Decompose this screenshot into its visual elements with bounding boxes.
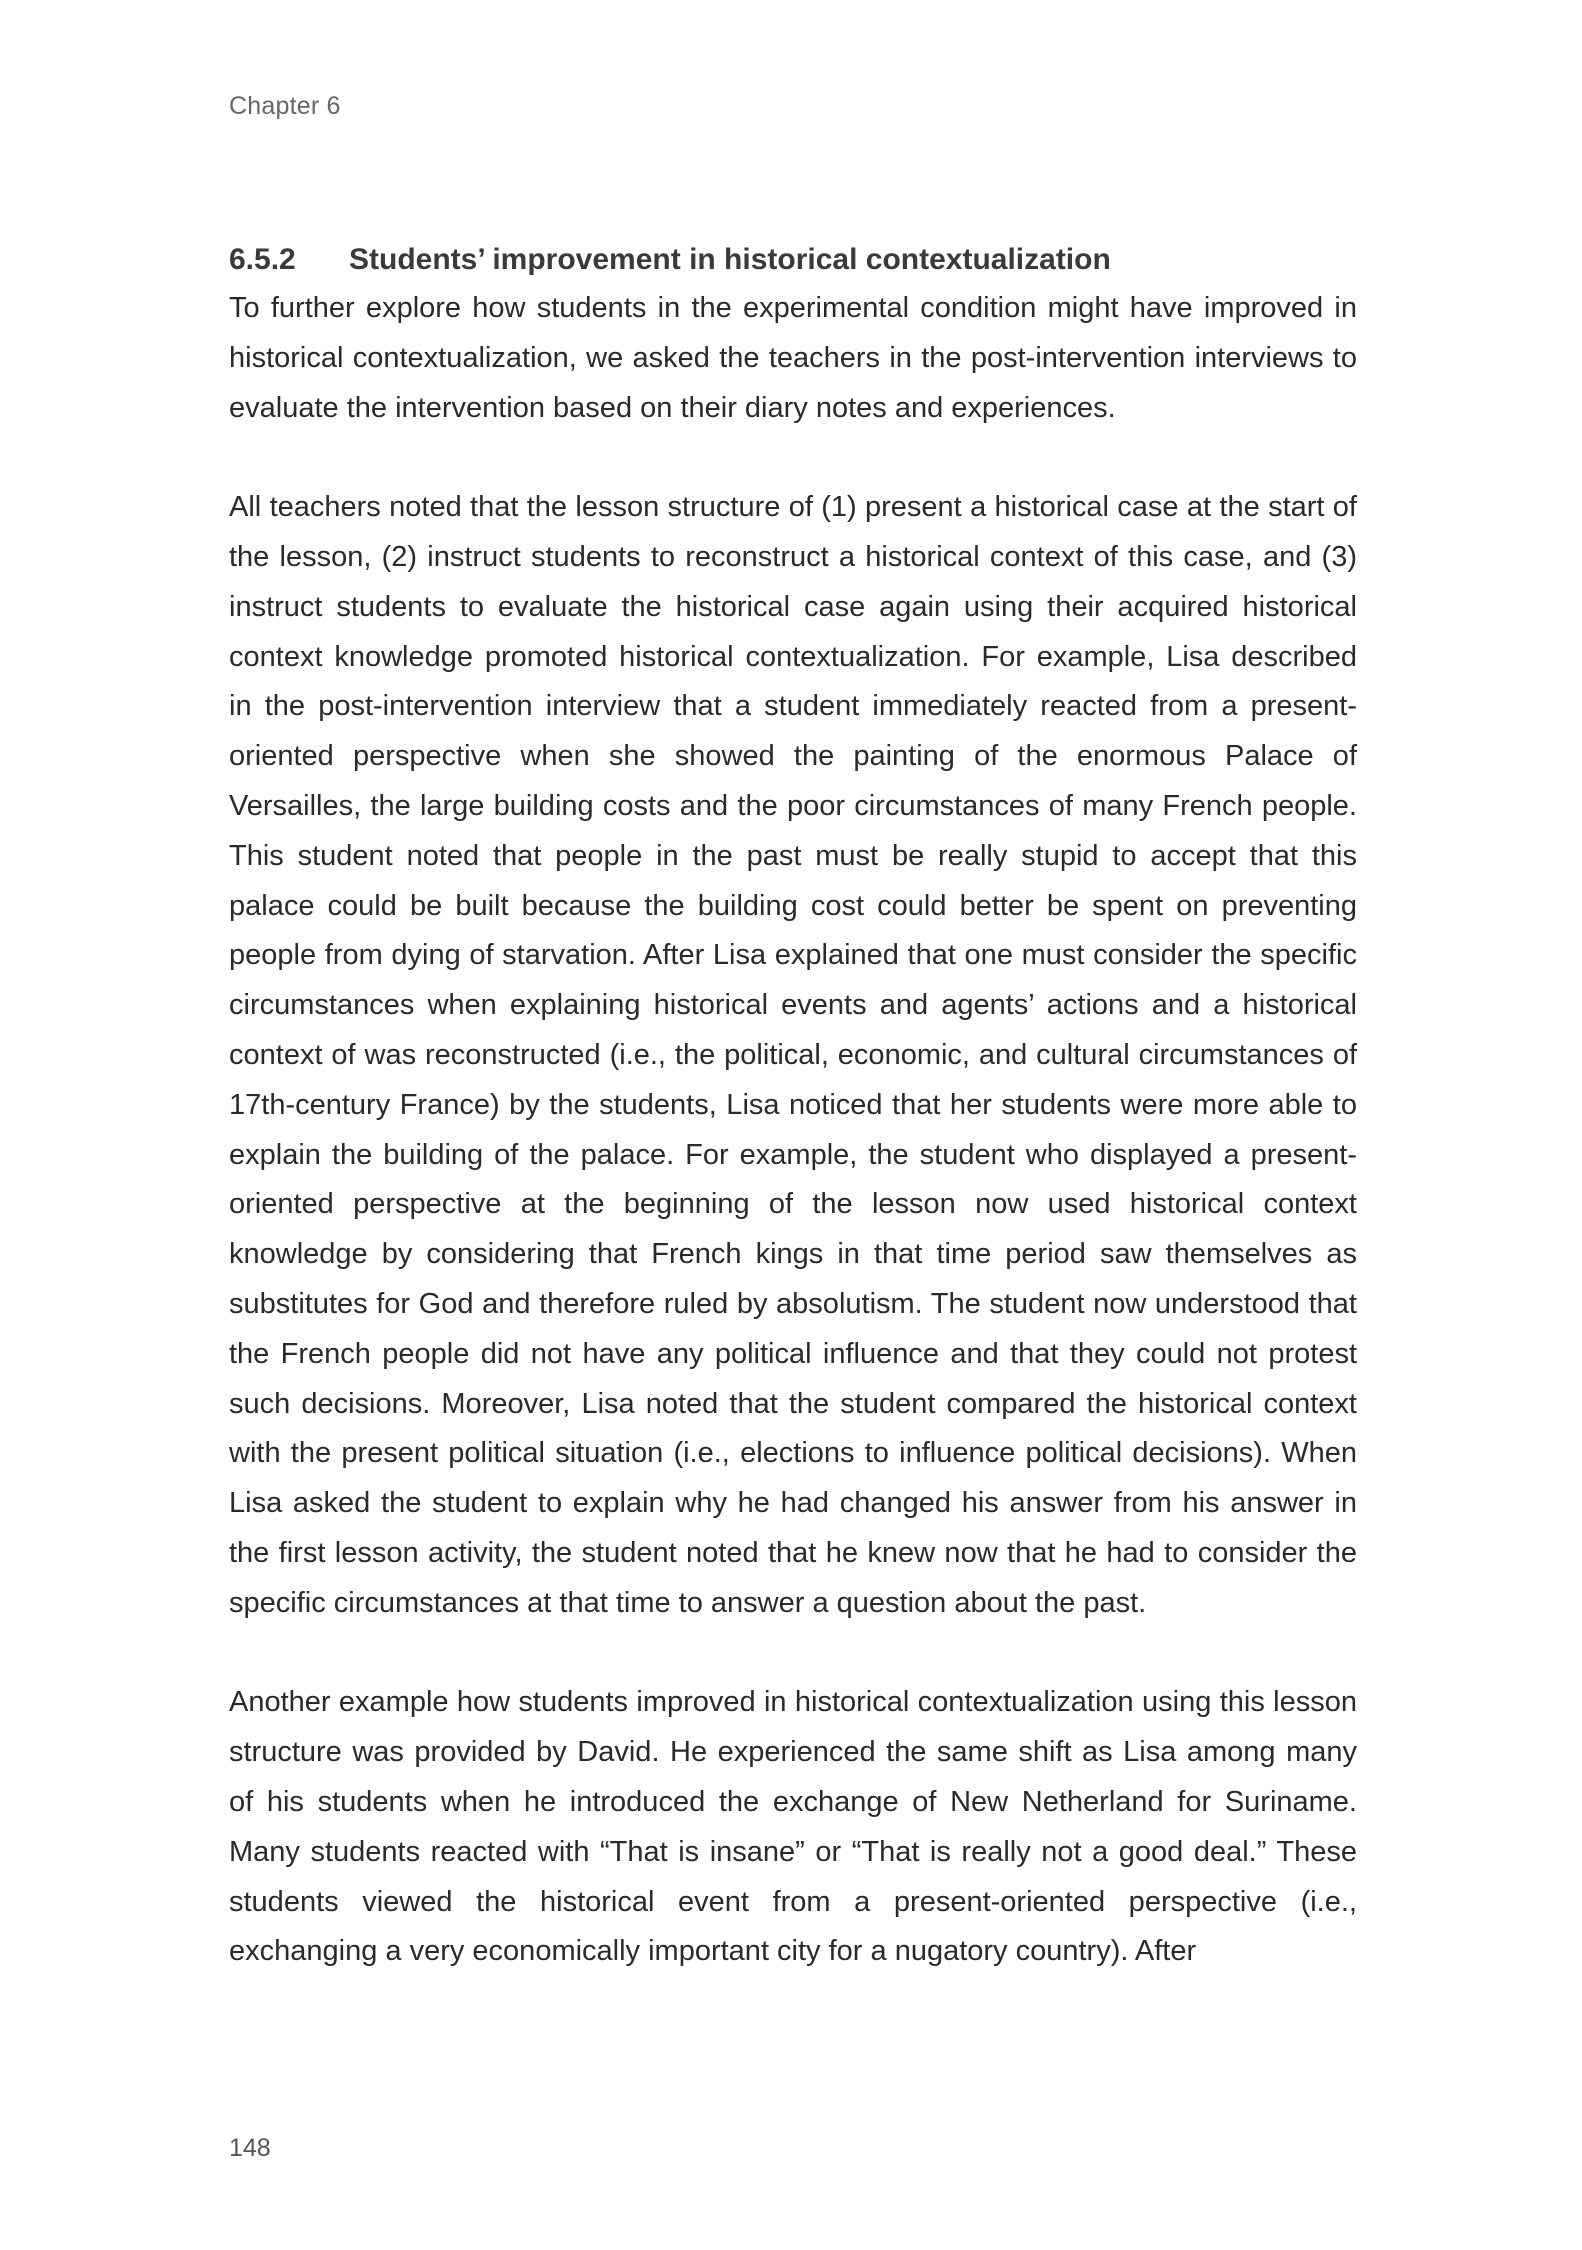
page-number: 148 [229,2134,271,2162]
section-number: 6.5.2 [229,243,296,276]
paragraph-david-example: Another example how students improved in historical contextualization using this lesson structure was provided by David. He experienced the same shift as Lisa among many of his students when he introduced the exchange of New Netherland for Suriname. Many students reacted with “That is insane” or “That is really not a good deal.” These students viewed the historical event from a present-oriented perspective (i.e., exchanging a very economically important city for a nugatory country). After [229,1686,1357,1968]
section-heading [229,236,1357,284]
section-title: Students’ improvement in historical contextualization [349,243,1111,276]
running-header: Chapter 6 [229,92,341,120]
paragraph-lisa-example: All teachers noted that the lesson structure of (1) present a historical case at the start of the lesson, (2) instruct students to reconstruct a historical context of this case, and (3) instruct students to evaluate the historical case again using their acquired historical context knowledge promoted historical contextualization. For example, Lisa described in the post-intervention interview that a student immediately reacted from a present-oriented perspective when she showed the painting of the enormous Palace of Versailles, the large building costs and the poor circumstances of many French people. This student noted that people in the past must be really stupid to accept that this palace could be built because the building cost could better be spent on preventing people from dying of starvation. After Lisa explained that one must consider the specific circumstances when explaining historical events and agents’ actions and a historical context of was reconstructed (i.e., the political, economic, and cultural circumstances of 17th-century France) by the students, Lisa noticed that her students were more able to explain the building of the palace. For example, the student who displayed a present-oriented perspective at the beginning of the lesson now used historical context knowledge by considering that French kings in that time period saw themselves as substitutes for God and therefore ruled by absolutism. The student now understood that the French people did not have any political influence and that they could not protest such decisions. Moreover, Lisa noted that the student compared the historical context with the present political situation (i.e., elections to influence political decisions). When Lisa asked the student to explain why he had changed his answer from his answer in the first lesson activity, the student noted that he knew now that he had to consider the specific circumstances at that time to answer a question about the past. [229,491,1357,1619]
paragraph-intro: To further explore how students in the experimental condition might have improved in historical contextualization, we asked the teachers in the post-intervention interviews to evaluate the intervention based on their diary notes and experiences. [229,292,1357,424]
main-content [229,236,1357,1977]
